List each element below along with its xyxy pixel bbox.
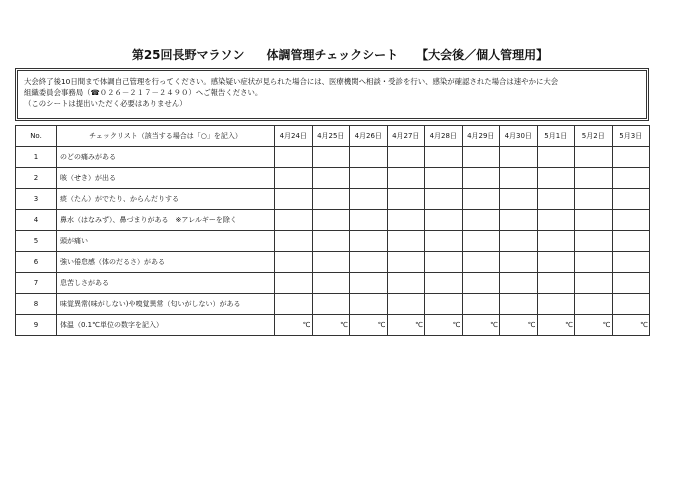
celsius-unit: ℃: [340, 321, 348, 329]
check-cell[interactable]: [425, 168, 463, 189]
check-cell[interactable]: [425, 189, 463, 210]
check-cell[interactable]: [387, 147, 425, 168]
celsius-unit: ℃: [452, 321, 461, 329]
check-cell[interactable]: [500, 168, 538, 189]
temperature-cell[interactable]: [312, 315, 350, 336]
check-cell[interactable]: [500, 231, 538, 252]
check-cell[interactable]: [425, 294, 463, 315]
check-cell[interactable]: [350, 210, 388, 231]
check-cell[interactable]: [500, 189, 538, 210]
check-cell[interactable]: [312, 273, 350, 294]
check-cell[interactable]: [462, 210, 500, 231]
health-check-table: [15, 125, 650, 336]
check-cell[interactable]: [387, 210, 425, 231]
temperature-cell[interactable]: [387, 315, 425, 336]
header-date: 5月2日: [575, 126, 613, 147]
checklist-item: 咳（せき）が出る: [57, 168, 275, 189]
celsius-unit: ℃: [640, 321, 648, 329]
checklist-item: 鼻水（はなみず）、鼻づまりがある ※アレルギーを除く: [57, 210, 275, 231]
check-cell[interactable]: [275, 168, 313, 189]
check-cell[interactable]: [312, 231, 350, 252]
temperature-cell[interactable]: [575, 315, 613, 336]
notice-box: [15, 68, 649, 121]
check-cell[interactable]: [350, 147, 388, 168]
check-cell[interactable]: [312, 252, 350, 273]
check-cell[interactable]: [575, 168, 613, 189]
header-date: 5月3日: [612, 126, 650, 147]
check-cell[interactable]: [387, 273, 425, 294]
check-cell[interactable]: [350, 168, 388, 189]
row-number: 1: [16, 147, 57, 168]
header-date: 4月25日: [312, 126, 350, 147]
table-header-row: [16, 126, 650, 147]
row-number: 9: [16, 315, 57, 336]
check-cell[interactable]: [500, 273, 538, 294]
celsius-unit: ℃: [415, 321, 423, 329]
checklist-item: 息苦しさがある: [57, 273, 275, 294]
checklist-item: のどの痛みがある: [57, 147, 275, 168]
check-cell[interactable]: [425, 273, 463, 294]
check-cell[interactable]: [537, 273, 575, 294]
table-row: [16, 315, 650, 336]
header-date: 4月26日: [350, 126, 388, 147]
check-cell[interactable]: [500, 210, 538, 231]
check-cell[interactable]: [312, 168, 350, 189]
check-cell[interactable]: [350, 294, 388, 315]
temperature-cell[interactable]: [537, 315, 575, 336]
header-date: 4月27日: [387, 126, 425, 147]
temperature-cell[interactable]: [275, 315, 313, 336]
checklist-item: 味覚異常(味がしない)や嗅覚異常（匂いがしない）がある: [57, 294, 275, 315]
check-cell[interactable]: [537, 210, 575, 231]
check-cell[interactable]: [387, 231, 425, 252]
temperature-cell[interactable]: [462, 315, 500, 336]
check-cell[interactable]: [500, 294, 538, 315]
checklist-item: 頭が痛い: [57, 231, 275, 252]
notice-line-2: 組織委員会事務局（☎０２６－２１７－２４９０）へご報告ください。: [24, 88, 263, 97]
table-row: [16, 210, 650, 231]
celsius-unit: ℃: [602, 321, 611, 329]
check-cell[interactable]: [575, 189, 613, 210]
check-cell[interactable]: [387, 294, 425, 315]
check-cell[interactable]: [612, 168, 650, 189]
notice-line-1: 大会終了後10日間まで体調自己管理を行ってください。感染疑い症状が見られた場合には、医療機関へ相談・受診を行い、感染が確認された場合は速やかに大会: [24, 77, 559, 86]
check-cell[interactable]: [350, 231, 388, 252]
check-cell[interactable]: [275, 189, 313, 210]
check-cell[interactable]: [575, 252, 613, 273]
check-cell[interactable]: [312, 147, 350, 168]
check-cell[interactable]: [350, 273, 388, 294]
check-cell[interactable]: [537, 294, 575, 315]
check-cell[interactable]: [387, 252, 425, 273]
row-number: 4: [16, 210, 57, 231]
check-cell[interactable]: [312, 189, 350, 210]
check-cell[interactable]: [462, 189, 500, 210]
temperature-cell[interactable]: [612, 315, 650, 336]
check-cell[interactable]: [275, 294, 313, 315]
table-row: [16, 252, 650, 273]
check-cell[interactable]: [500, 252, 538, 273]
temperature-cell[interactable]: [425, 315, 463, 336]
check-cell[interactable]: [575, 273, 613, 294]
check-cell[interactable]: [425, 210, 463, 231]
temperature-cell[interactable]: [350, 315, 388, 336]
check-cell[interactable]: [575, 210, 613, 231]
row-number: 7: [16, 273, 57, 294]
celsius-unit: ℃: [565, 321, 573, 329]
check-cell[interactable]: [575, 231, 613, 252]
table-row: [16, 189, 650, 210]
check-cell[interactable]: [462, 252, 500, 273]
row-number: 6: [16, 252, 57, 273]
check-cell[interactable]: [537, 147, 575, 168]
check-cell[interactable]: [612, 231, 650, 252]
header-date: 4月30日: [500, 126, 538, 147]
header-date: 4月29日: [462, 126, 500, 147]
check-cell[interactable]: [612, 189, 650, 210]
header-date: 4月28日: [425, 126, 463, 147]
celsius-unit: ℃: [302, 321, 311, 329]
header-date: 4月24日: [275, 126, 313, 147]
check-cell[interactable]: [275, 210, 313, 231]
check-cell[interactable]: [350, 189, 388, 210]
table-row: [16, 273, 650, 294]
check-cell[interactable]: [575, 294, 613, 315]
check-cell[interactable]: [500, 147, 538, 168]
checklist-item: 痰（たん）がでたり、からんだりする: [57, 189, 275, 210]
check-cell[interactable]: [612, 147, 650, 168]
title-sheet: 体調管理チェックシート: [266, 48, 399, 62]
table-row: [16, 231, 650, 252]
header-checklist: チェックリスト（該当する場合は「○」を記入）: [57, 126, 275, 147]
title-event: 第25回長野マラソン: [131, 48, 245, 62]
page-title: [0, 46, 680, 63]
check-cell[interactable]: [612, 273, 650, 294]
table-row: [16, 294, 650, 315]
check-cell[interactable]: [462, 231, 500, 252]
check-cell[interactable]: [462, 273, 500, 294]
check-cell[interactable]: [537, 231, 575, 252]
check-cell[interactable]: [575, 147, 613, 168]
check-cell[interactable]: [425, 147, 463, 168]
row-number: 5: [16, 231, 57, 252]
check-cell[interactable]: [537, 189, 575, 210]
check-cell[interactable]: [612, 294, 650, 315]
row-number: 3: [16, 189, 57, 210]
celsius-unit: ℃: [490, 321, 498, 329]
row-number: 8: [16, 294, 57, 315]
check-cell[interactable]: [275, 147, 313, 168]
check-cell[interactable]: [387, 168, 425, 189]
header-date: 5月1日: [537, 126, 575, 147]
title-sub: 【大会後／個人管理用】: [416, 48, 549, 62]
check-cell[interactable]: [612, 252, 650, 273]
row-number: 2: [16, 168, 57, 189]
check-cell[interactable]: [537, 168, 575, 189]
check-cell[interactable]: [462, 168, 500, 189]
check-cell[interactable]: [350, 252, 388, 273]
check-cell[interactable]: [425, 252, 463, 273]
check-cell[interactable]: [387, 189, 425, 210]
notice-line-3: （このシートは提出いただく必要はありません）: [24, 99, 187, 108]
temperature-cell[interactable]: [500, 315, 538, 336]
check-cell[interactable]: [462, 147, 500, 168]
table-row: [16, 168, 650, 189]
celsius-unit: ℃: [377, 321, 386, 329]
check-cell[interactable]: [312, 294, 350, 315]
check-cell[interactable]: [462, 294, 500, 315]
header-no: No.: [16, 126, 57, 147]
checklist-item: 強い倦怠感（体のだるさ）がある: [57, 252, 275, 273]
check-cell[interactable]: [537, 252, 575, 273]
check-cell[interactable]: [275, 231, 313, 252]
table-row: [16, 147, 650, 168]
checklist-item: 体温（0.1℃単位の数字を記入）: [57, 315, 275, 336]
check-cell[interactable]: [612, 210, 650, 231]
check-cell[interactable]: [275, 252, 313, 273]
check-cell[interactable]: [425, 231, 463, 252]
celsius-unit: ℃: [527, 321, 536, 329]
check-cell[interactable]: [275, 273, 313, 294]
check-cell[interactable]: [312, 210, 350, 231]
